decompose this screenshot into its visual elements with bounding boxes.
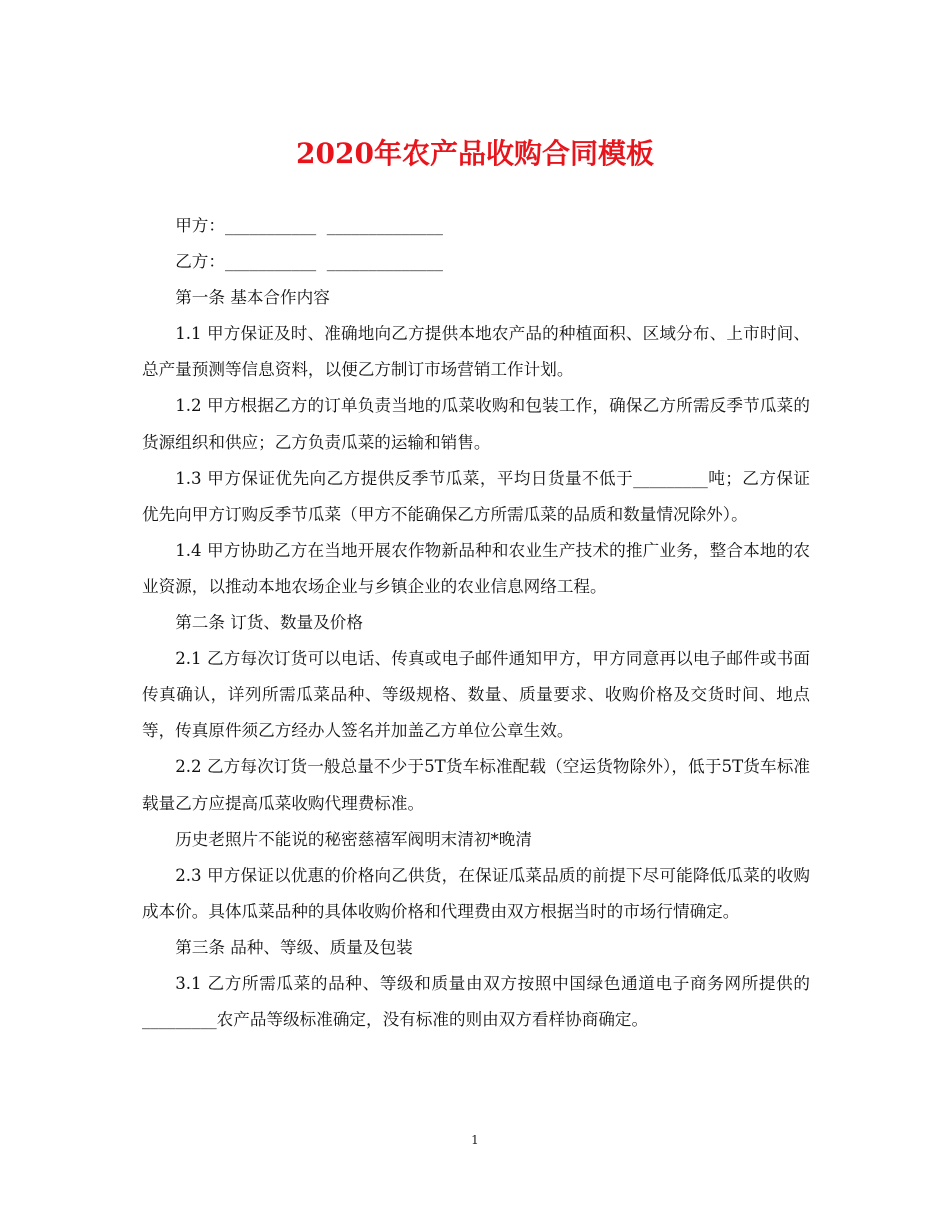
clause-2-3: 2.3 甲方保证以优惠的价格向乙供货，在保证瓜菜品质的前提下尽可能降低瓜菜的收购成本价。具体瓜菜品种的具体收购价格和代理费由双方根据当时的市场行情确定。 <box>142 865 810 921</box>
clause-2-1: 2.1 乙方每次订货可以电话、传真或电子邮件通知甲方，甲方同意再以电子邮件或书面传真确认，详列所需瓜菜品种、等级规格、数量、质量要求、收购价格及交货时间、地点等，传真原件须乙方经办人签名并加盖乙方单位公章生效。 <box>142 649 810 741</box>
document-body <box>142 208 810 1038</box>
clause-1-2: 1.2 甲方根据乙方的订单负责当地的瓜菜收购和包装工作，确保乙方所需反季节瓜菜的货源组织和供应；乙方负责瓜菜的运输和销售。 <box>142 396 810 452</box>
clause-2-2: 2.2 乙方每次订货一般总量不少于5T货车标准配载（空运货物除外），低于5T货车标准载量乙方应提高瓜菜收购代理费标准。 <box>142 757 810 813</box>
party-a-line: 甲方：___________ ______________ <box>175 216 443 235</box>
clause-1-4: 1.4 甲方协助乙方在当地开展农作物新品种和农业生产技术的推广业务，整合本地的农业资源，以推动本地农场企业与乡镇企业的农业信息网络工程。 <box>142 540 810 596</box>
party-b-line: 乙方：___________ ______________ <box>175 252 443 272</box>
inserted-text-line: 历史老照片不能说的秘密慈禧军阀明末清初*晚清 <box>175 829 532 849</box>
clause-1-3: 1.3 甲方保证优先向乙方提供反季节瓜菜，平均日货量不低于_________吨；乙方保证优先向甲方订购反季节瓜菜（甲方不能确保乙方所需瓜菜的品质和数量情况除外）。 <box>142 468 810 524</box>
article-2-heading: 第二条 订货、数量及价格 <box>175 613 363 633</box>
page-number: 1 <box>471 1133 479 1147</box>
document-title: 2020年农产品收购合同模板 <box>296 137 654 170</box>
clause-1-1: 1.1 甲方保证及时、准确地向乙方提供本地农产品的种植面积、区域分布、上市时间、总产量预测等信息资料，以便乙方制订市场营销工作计划。 <box>142 324 810 380</box>
article-1-heading: 第一条 基本合作内容 <box>175 288 330 308</box>
clause-3-1: 3.1 乙方所需瓜菜的品种、等级和质量由双方按照中国绿色通道电子商务网所提供的_________农产品等级标准确定，没有标准的则由双方看样协商确定。 <box>142 973 810 1030</box>
article-3-heading: 第三条 品种、等级、质量及包装 <box>175 937 413 957</box>
